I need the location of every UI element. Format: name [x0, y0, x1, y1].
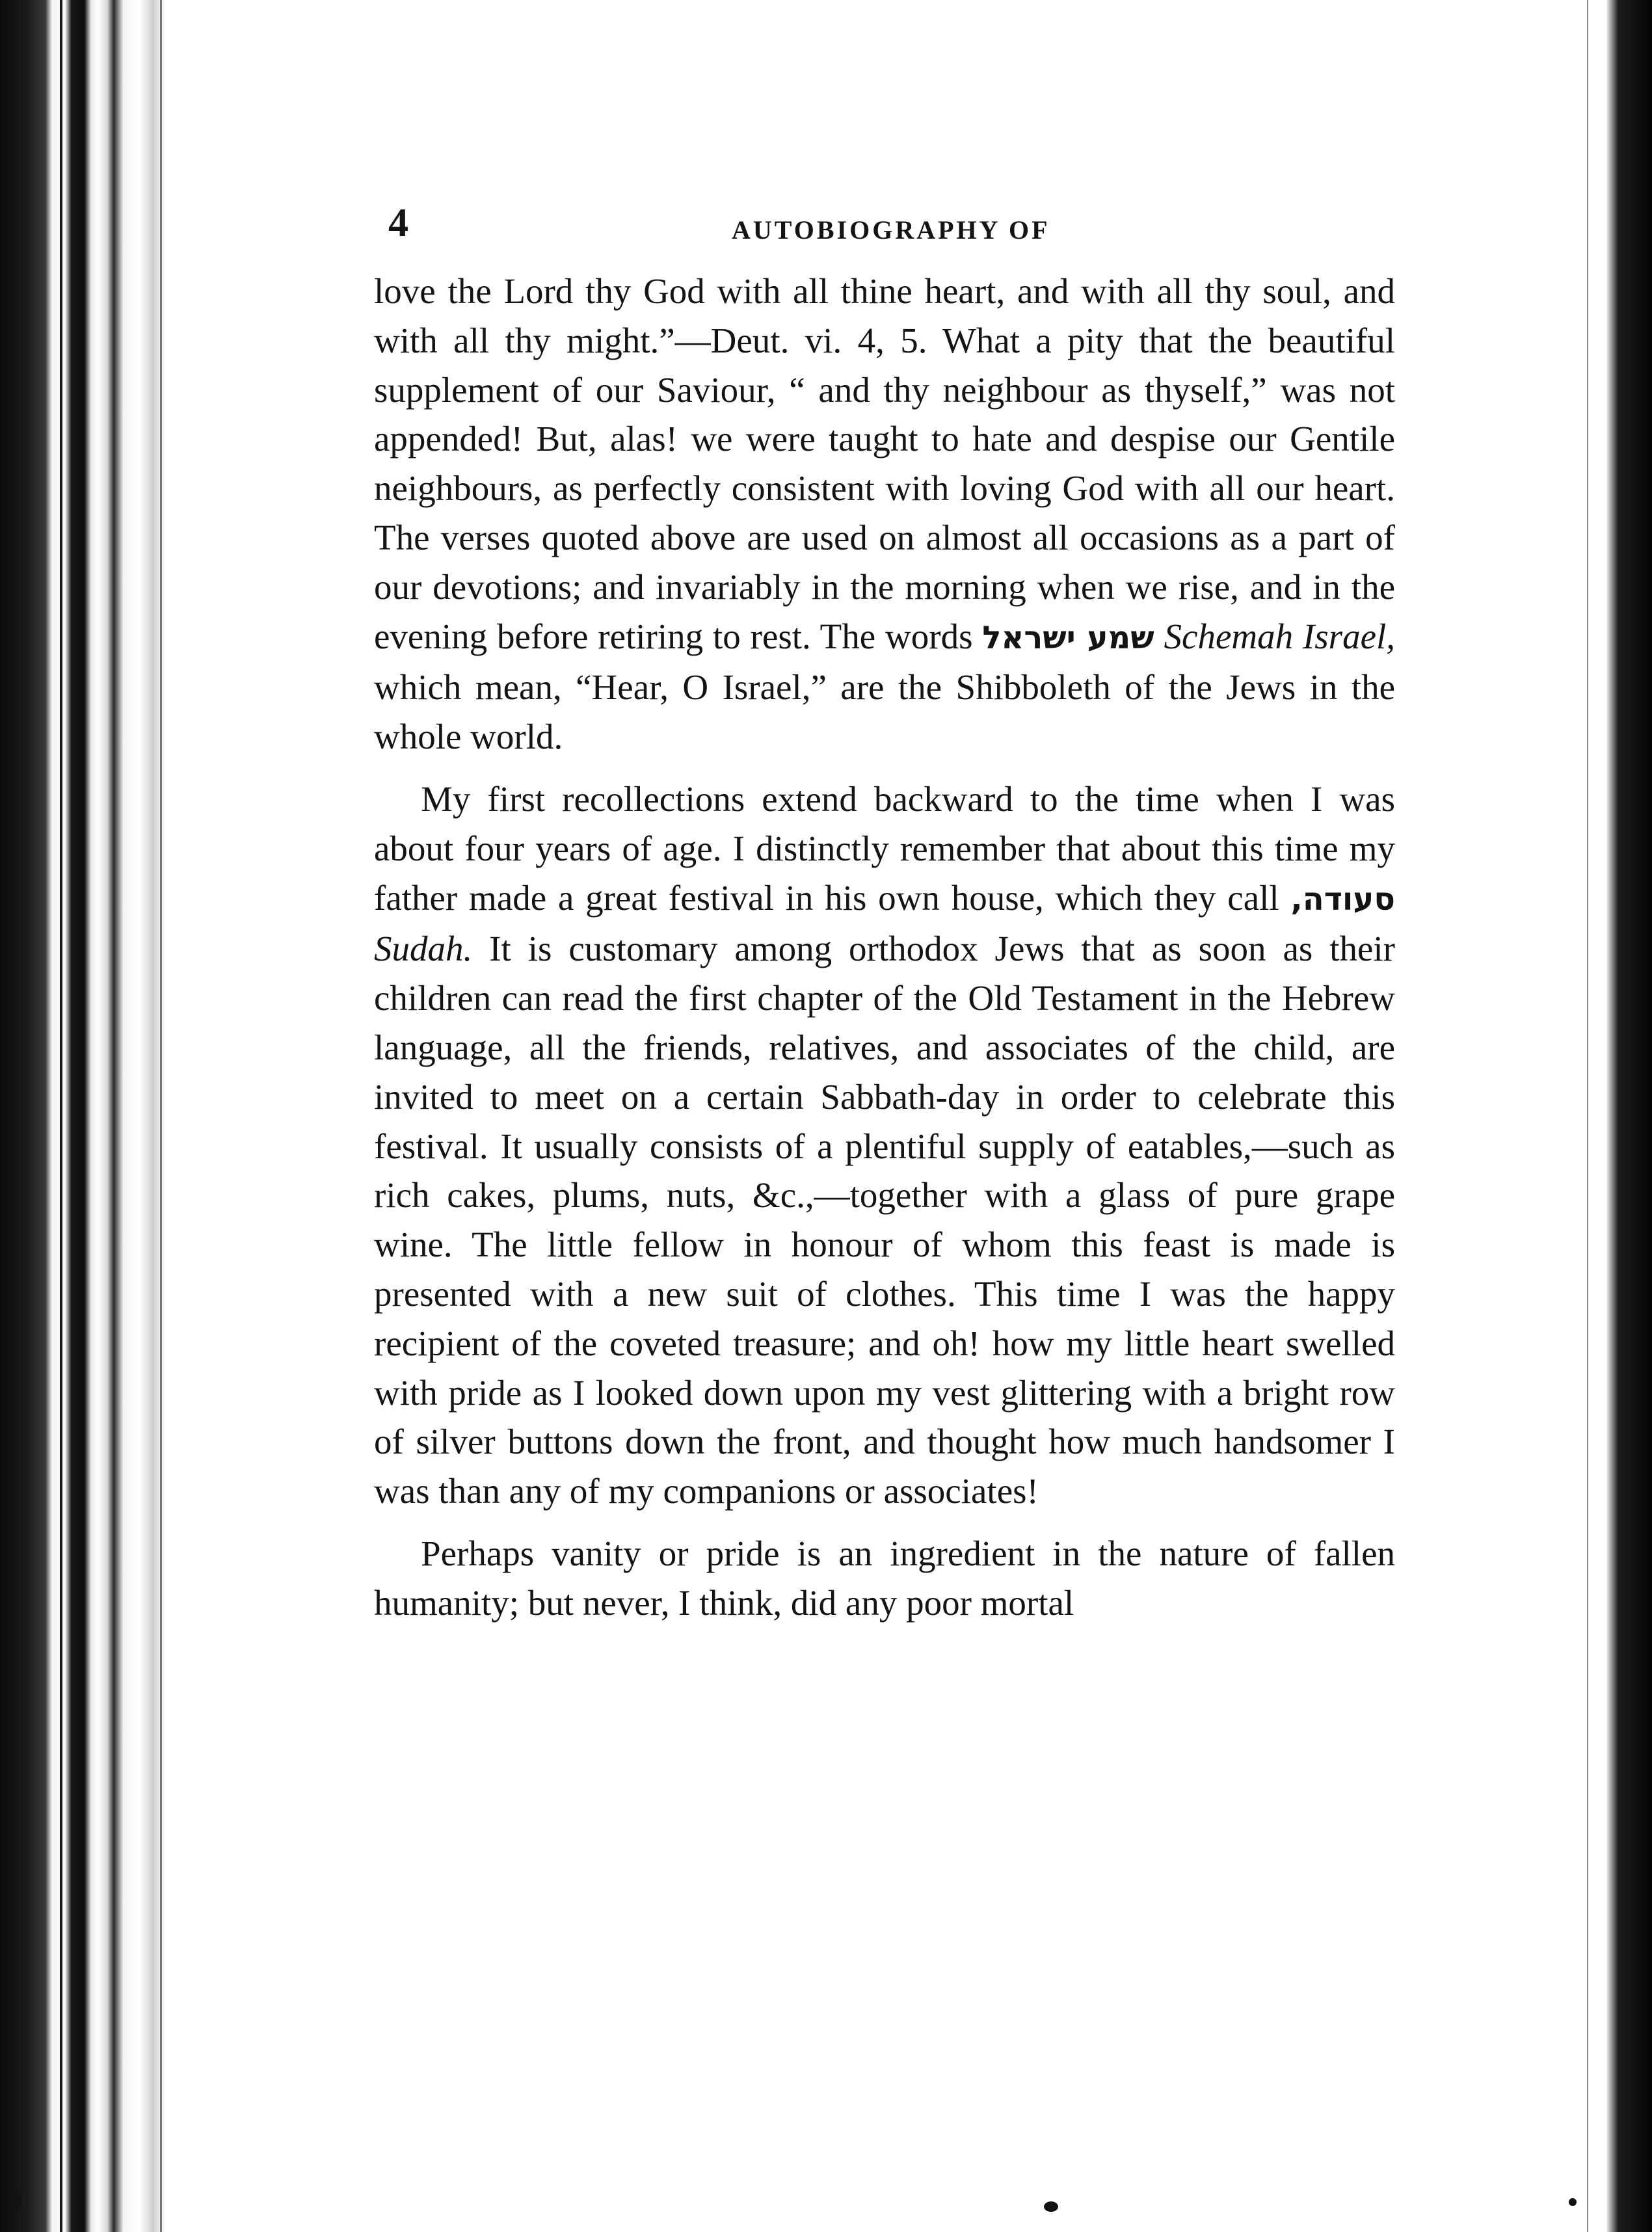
scan-speck: [13, 2195, 22, 2207]
italic-transliteration: Schemah Israel,: [1164, 616, 1396, 656]
binding-edge-line: [60, 0, 62, 2232]
binding-edge-line: [160, 0, 162, 2232]
scan-speck: [1044, 2201, 1058, 2212]
running-head: [374, 195, 1395, 267]
page-edge-line: [1587, 0, 1588, 2232]
right-page-edge-shadow: [1606, 0, 1652, 2232]
page-number: 4: [388, 201, 408, 245]
paragraph-text: Perhaps vanity or pride is an ingredient in the nature of fallen humanity; but never, I think, did any poor mortal: [374, 1533, 1395, 1623]
paragraph-text: It is customary among orthodox Jews that as soon as their children can read the first chapter of the Old Testament in the Hebrew language, all the friends, relatives, and associates of the child, are invited to meet on a certain Sabbath-day in order to celebrate this festival. It usually consists of a plentiful supply of eatables,—such as rich cakes, plums, nuts, &c.,—together with a glass of pure grape wine. The little fellow in honour of whom this feast is made is presented with a new suit of clothes. This time I was the happy recipient of the coveted treasure; and oh! how my little heart swelled with pride as I looked down upon my vest glittering with a bright row of silver buttons down the front, and thought how much handsomer I was than any of my companions or associates!: [374, 929, 1395, 1511]
paragraph-vanity: [374, 1529, 1395, 1628]
paragraph-text: My first recollections extend backward to the time when I was about four years of age. I distinctly remember that about this time my father made a great festival in his own house, which they call: [374, 778, 1395, 918]
hebrew-word: סעודה,: [1290, 881, 1395, 918]
paragraph-continuation: [374, 267, 1395, 762]
paragraph-text: which mean, “Hear, O Israel,” are the Shibboleth of the Jews in the whole world.: [374, 667, 1395, 757]
paragraph-text: love the Lord thy God with all thine heart, and with all thy soul, and with all thy might.”—Deut. vi. 4, 5. What a pity that the beautiful supplement of our Saviour, “ and thy neighbour as thyself,” was not appended! But, alas! we were taught to hate and despise our Gentile neighbours, as perfectly consistent with loving God with all our heart. The verses quoted above are used on almost all occasions as a part of our devotions; and invariably in the morning when we rise, and in the evening before retiring to rest. The words: [374, 271, 1395, 656]
paragraph-recollections: [374, 775, 1395, 1516]
scan-speck: [1569, 2198, 1577, 2206]
italic-transliteration: Sudah.: [374, 929, 473, 969]
book-page: [374, 195, 1395, 1628]
running-head-title: AUTOBIOGRAPHY OF: [732, 215, 1050, 245]
hebrew-phrase: שמע ישראל: [982, 619, 1154, 656]
